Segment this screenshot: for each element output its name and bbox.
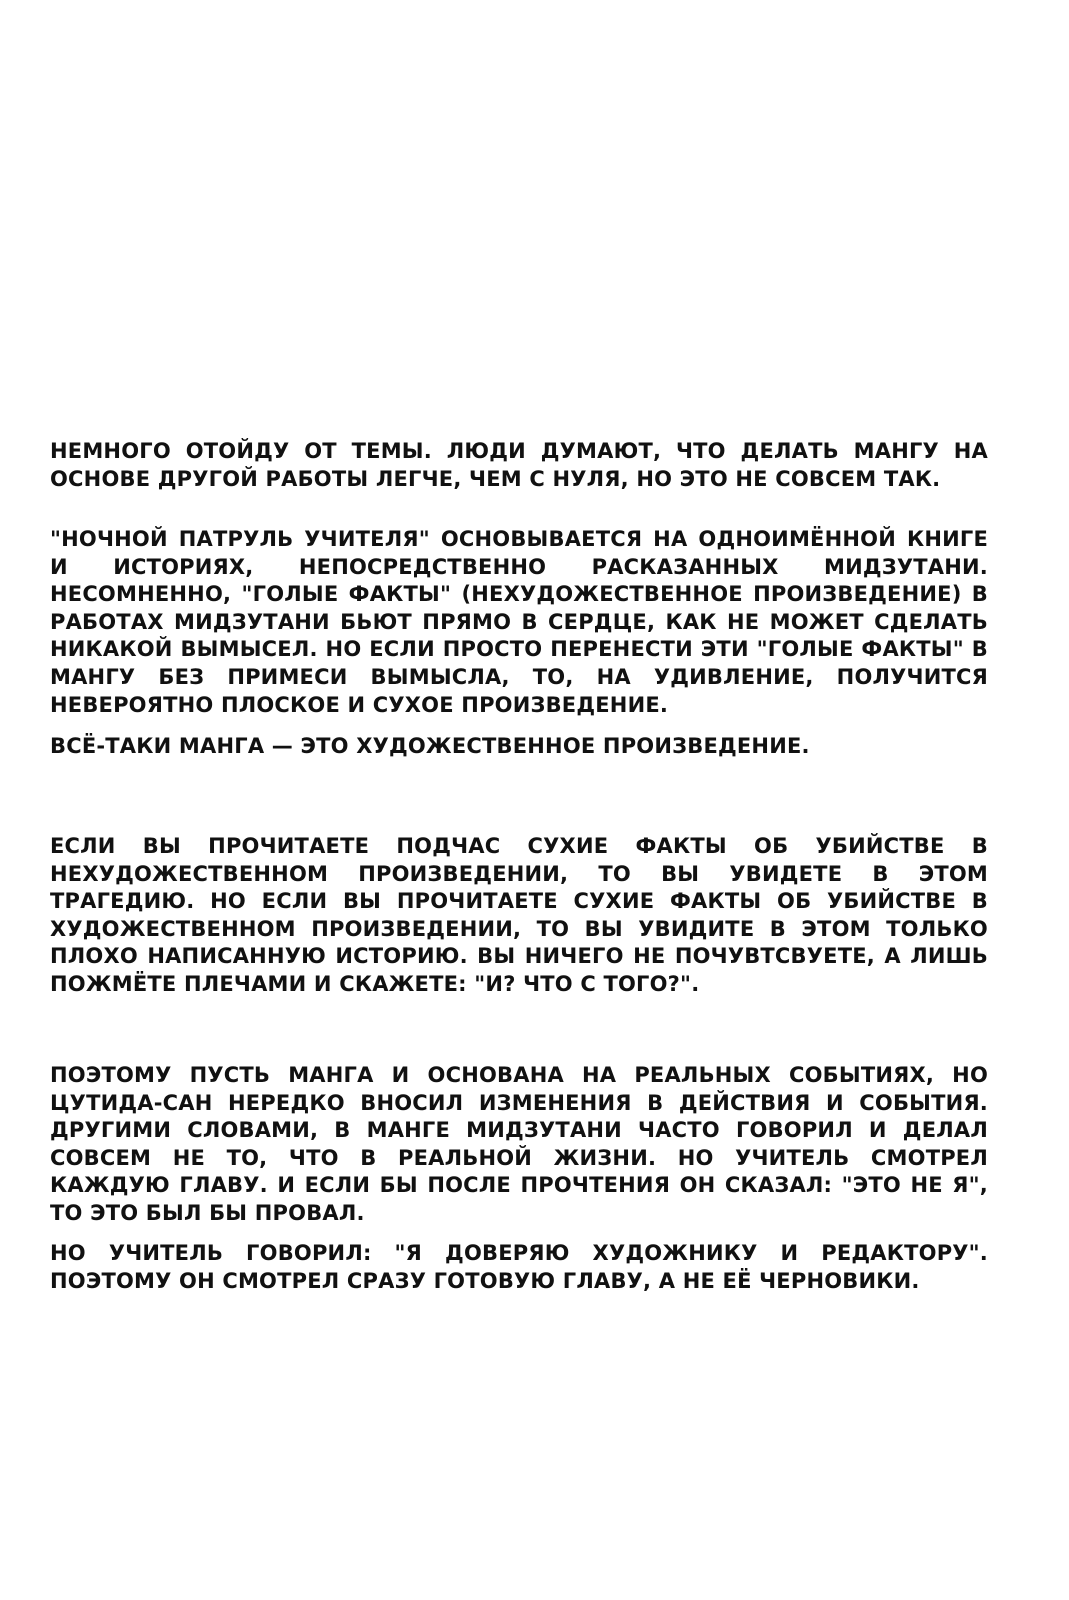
paragraph-manga-is-fiction: ВСЁ-ТАКИ МАНГА — ЭТО ХУДОЖЕСТВЕННОЕ ПРОИЗВЕДЕНИЕ. — [50, 734, 810, 758]
paragraph-intro: НЕМНОГО ОТОЙДУ ОТ ТЕМЫ. ЛЮДИ ДУМАЮТ, ЧТО ДЕЛАТЬ МАНГУ НА ОСНОВЕ ДРУГОЙ РАБОТЫ ЛЕГЧЕ, ЧЕМ С НУЛЯ, НО ЭТО НЕ СОВСЕМ ТАК. — [50, 439, 988, 491]
paragraph-night-patrol: "НОЧНОЙ ПАТРУЛЬ УЧИТЕЛЯ" ОСНОВЫВАЕТСЯ НА ОДНОИМЁННОЙ КНИГЕ И ИСТОРИЯХ, НЕПОСРЕДСТВЕННО РАСКАЗАННЫХ МИДЗУТАНИ. НЕСОМНЕННО, "ГОЛЫЕ ФАКТЫ" (НЕХУДОЖЕСТВЕННОЕ ПРОИЗВЕДЕНИЕ) В РАБОТАХ МИДЗУТАНИ БЬЮТ ПРЯМО В СЕРДЦЕ, КАК НЕ МОЖЕТ СДЕЛАТЬ НИКАКОЙ ВЫМЫСЕЛ. НО ЕСЛИ ПРОСТО ПЕРЕНЕСТИ ЭТИ "ГОЛЫЕ ФАКТЫ" В МАНГУ БЕЗ ПРИМЕСИ ВЫМЫСЛА, ТО, НА УДИВЛЕНИЕ, ПОЛУЧИТСЯ НЕВЕРОЯТНО ПЛОСКОЕ И СУХОЕ ПРОИЗВЕДЕНИЕ. — [50, 527, 988, 717]
paragraph-dry-facts: ЕСЛИ ВЫ ПРОЧИТАЕТЕ ПОДЧАС СУХИЕ ФАКТЫ ОБ УБИЙСТВЕ В НЕХУДОЖЕСТВЕННОМ ПРОИЗВЕДЕНИИ, ТО ВЫ УВИДЕТЕ В ЭТОМ ТРАГЕДИЮ. НО ЕСЛИ ВЫ ПРОЧИТАЕТЕ СУХИЕ ФАКТЫ ОБ УБИЙСТВЕ В ХУДОЖЕСТВЕННОМ ПРОИЗВЕДЕНИИ, ТО ВЫ УВИДИТЕ В ЭТОМ ТОЛЬКО ПЛОХО НАПИСАННУЮ ИСТОРИЮ. ВЫ НИЧЕГО НЕ ПОЧУВТСВУЕТЕ, А ЛИШЬ ПОЖМЁТЕ ПЛЕЧАМИ И СКАЖЕТЕ: "И? ЧТО С ТОГО?". — [50, 834, 988, 996]
paragraph-teacher-trust: НО УЧИТЕЛЬ ГОВОРИЛ: "Я ДОВЕРЯЮ ХУДОЖНИКУ И РЕДАКТОРУ". ПОЭТОМУ ОН СМОТРЕЛ СРАЗУ ГОТОВУЮ ГЛАВУ, А НЕ ЕЁ ЧЕРНОВИКИ. — [50, 1241, 988, 1293]
paragraph-changes: ПОЭТОМУ ПУСТЬ МАНГА И ОСНОВАНА НА РЕАЛЬНЫХ СОБЫТИЯХ, НО ЦУТИДА-САН НЕРЕДКО ВНОСИЛ ИЗМЕНЕНИЯ В ДЕЙСТВИЯ И СОБЫТИЯ. ДРУГИМИ СЛОВАМИ, В МАНГЕ МИДЗУТАНИ ЧАСТО ГОВОРИЛ И ДЕЛАЛ СОВСЕМ НЕ ТО, ЧТО В РЕАЛЬНОЙ ЖИЗНИ. НО УЧИТЕЛЬ СМОТРЕЛ КАЖДУЮ ГЛАВУ. И ЕСЛИ БЫ ПОСЛЕ ПРОЧТЕНИЯ ОН СКАЗАЛ: "ЭТО НЕ Я", ТО ЭТО БЫЛ БЫ ПРОВАЛ. — [50, 1063, 988, 1225]
